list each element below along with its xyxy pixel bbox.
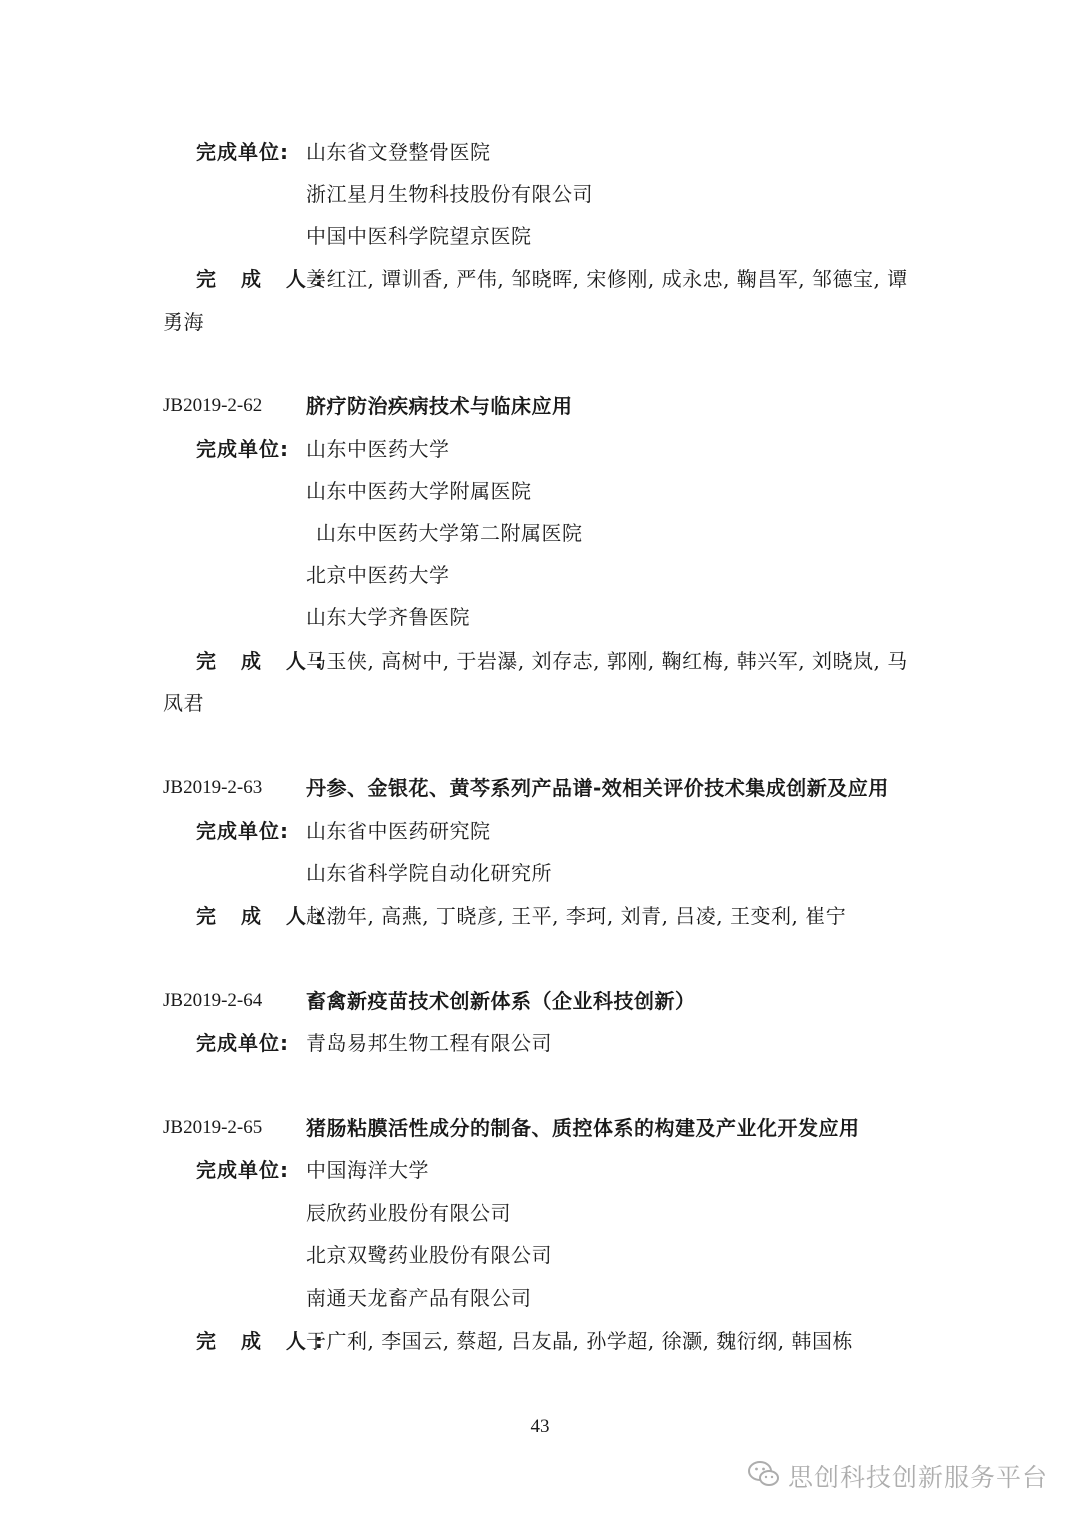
entry-title: 丹参、金银花、黄芩系列产品谱-效相关评价技术集成创新及应用 bbox=[306, 776, 889, 800]
person-label: 完 成 人: bbox=[196, 1329, 332, 1353]
entry-code: JB2019-2-62 bbox=[163, 395, 263, 416]
persons-line: 凤君 bbox=[163, 691, 204, 715]
unit-name: 山东省文登整骨医院 bbox=[306, 140, 491, 164]
entry-code: JB2019-2-64 bbox=[163, 990, 263, 1011]
unit-name: 北京中医药大学 bbox=[306, 563, 450, 587]
unit-name: 山东中医药大学第二附属医院 bbox=[316, 521, 583, 545]
persons-line: 马玉侠, 高树中, 于岩瀑, 刘存志, 郭刚, 鞠红梅, 韩兴军, 刘晓岚, 马 bbox=[306, 649, 908, 673]
page-number: 43 bbox=[530, 1416, 550, 1437]
unit-name: 北京双鹭药业股份有限公司 bbox=[306, 1243, 552, 1267]
unit-name: 山东中医药大学 bbox=[306, 437, 450, 461]
unit-name: 青岛易邦生物工程有限公司 bbox=[306, 1031, 552, 1055]
unit-name: 中国海洋大学 bbox=[306, 1158, 429, 1182]
unit-label: 完成单位: bbox=[196, 819, 289, 843]
unit-name: 山东大学齐鲁医院 bbox=[306, 605, 470, 629]
unit-name: 南通天龙畜产品有限公司 bbox=[306, 1286, 532, 1310]
entry-title: 猪肠粘膜活性成分的制备、质控体系的构建及产业化开发应用 bbox=[306, 1116, 860, 1140]
unit-name: 山东省中医药研究院 bbox=[306, 819, 491, 843]
entry-code: JB2019-2-63 bbox=[163, 777, 263, 798]
unit-label: 完成单位: bbox=[196, 140, 289, 164]
unit-name: 浙江星月生物科技股份有限公司 bbox=[306, 182, 593, 206]
wechat-icon bbox=[748, 1460, 780, 1492]
persons-line: 于广利, 李国云, 蔡超, 吕友晶, 孙学超, 徐灏, 魏衍纲, 韩国栋 bbox=[306, 1329, 854, 1353]
person-label: 完 成 人: bbox=[196, 267, 332, 291]
persons-line: 勇海 bbox=[163, 310, 204, 334]
person-label: 完 成 人: bbox=[196, 649, 332, 673]
watermark-text: 思创科技创新服务平台 bbox=[787, 1463, 1048, 1492]
unit-name: 山东中医药大学附属医院 bbox=[306, 479, 532, 503]
unit-label: 完成单位: bbox=[196, 1031, 289, 1055]
persons-line: 姜红江, 谭训香, 严伟, 邹晓晖, 宋修刚, 成永忠, 鞠昌军, 邹德宝, 谭 bbox=[306, 267, 908, 291]
persons-line: 赵渤年, 高燕, 丁晓彦, 王平, 李珂, 刘青, 吕凌, 王变利, 崔宁 bbox=[306, 904, 847, 928]
unit-label: 完成单位: bbox=[196, 1158, 289, 1182]
entry-code: JB2019-2-65 bbox=[163, 1117, 263, 1138]
person-label: 完 成 人: bbox=[196, 904, 332, 928]
watermark bbox=[748, 1458, 1048, 1494]
unit-name: 中国中医科学院望京医院 bbox=[306, 224, 532, 248]
unit-label: 完成单位: bbox=[196, 437, 289, 461]
entry-title: 脐疗防治疾病技术与临床应用 bbox=[306, 394, 573, 418]
unit-name: 山东省科学院自动化研究所 bbox=[306, 861, 552, 885]
unit-name: 辰欣药业股份有限公司 bbox=[306, 1201, 511, 1225]
entry-title: 畜禽新疫苗技术创新体系（企业科技创新） bbox=[306, 989, 696, 1013]
